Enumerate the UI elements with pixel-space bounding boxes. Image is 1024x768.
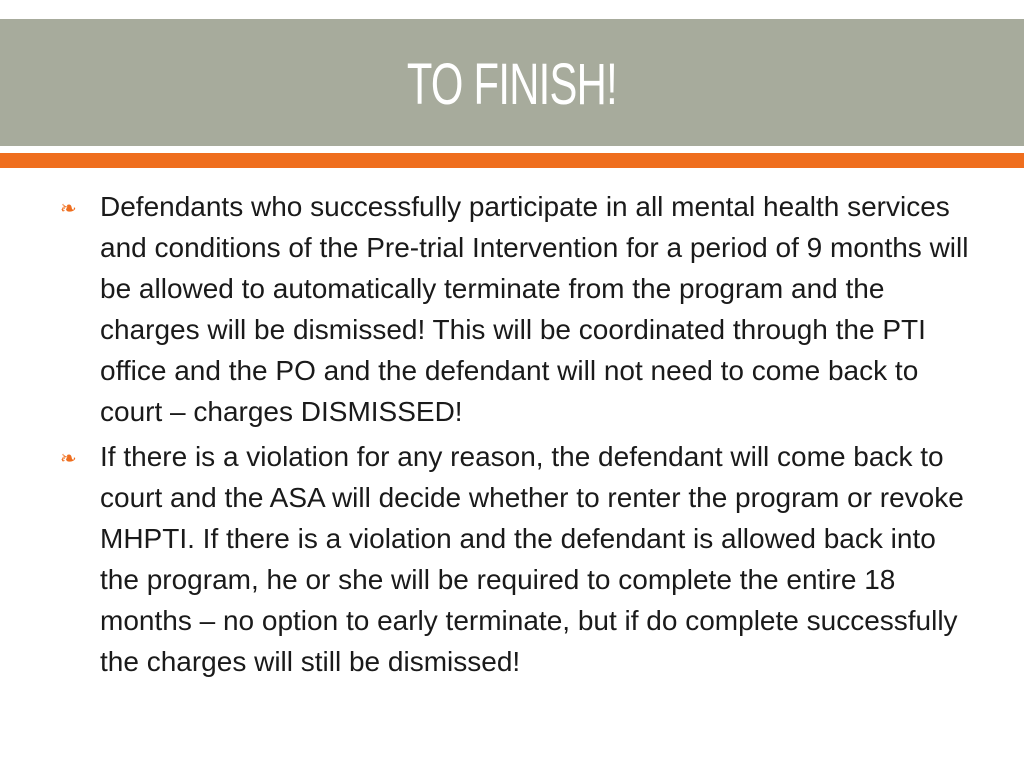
bullet-text: If there is a violation for any reason, the defendant will come back to court and the ASA will decide whether to renter the program or revoke MHPTI. If there is a violation and the defendant is allowed back into the program, he or she will be required to complete the entire 18 months – no option to early terminate, but if do complete successfully the charges will still be dismissed! bbox=[100, 441, 964, 677]
bullet-list bbox=[60, 186, 980, 686]
title-band bbox=[0, 19, 1024, 146]
bullet-item bbox=[60, 186, 980, 432]
swirl-bullet-icon: ❧ bbox=[60, 446, 77, 470]
bullet-text: Defendants who successfully participate in all mental health services and conditions of the Pre-trial Intervention for a period of 9 months will be allowed to automatically terminate from the program and the charges will be dismissed! This will be coordinated through the PTI office and the PO and the defendant will not need to come back to court – charges DISMISSED! bbox=[100, 191, 969, 427]
accent-bar bbox=[0, 153, 1024, 168]
swirl-bullet-icon: ❧ bbox=[60, 196, 77, 220]
slide-title: TO FINISH! bbox=[406, 52, 618, 117]
bullet-item bbox=[60, 436, 980, 682]
